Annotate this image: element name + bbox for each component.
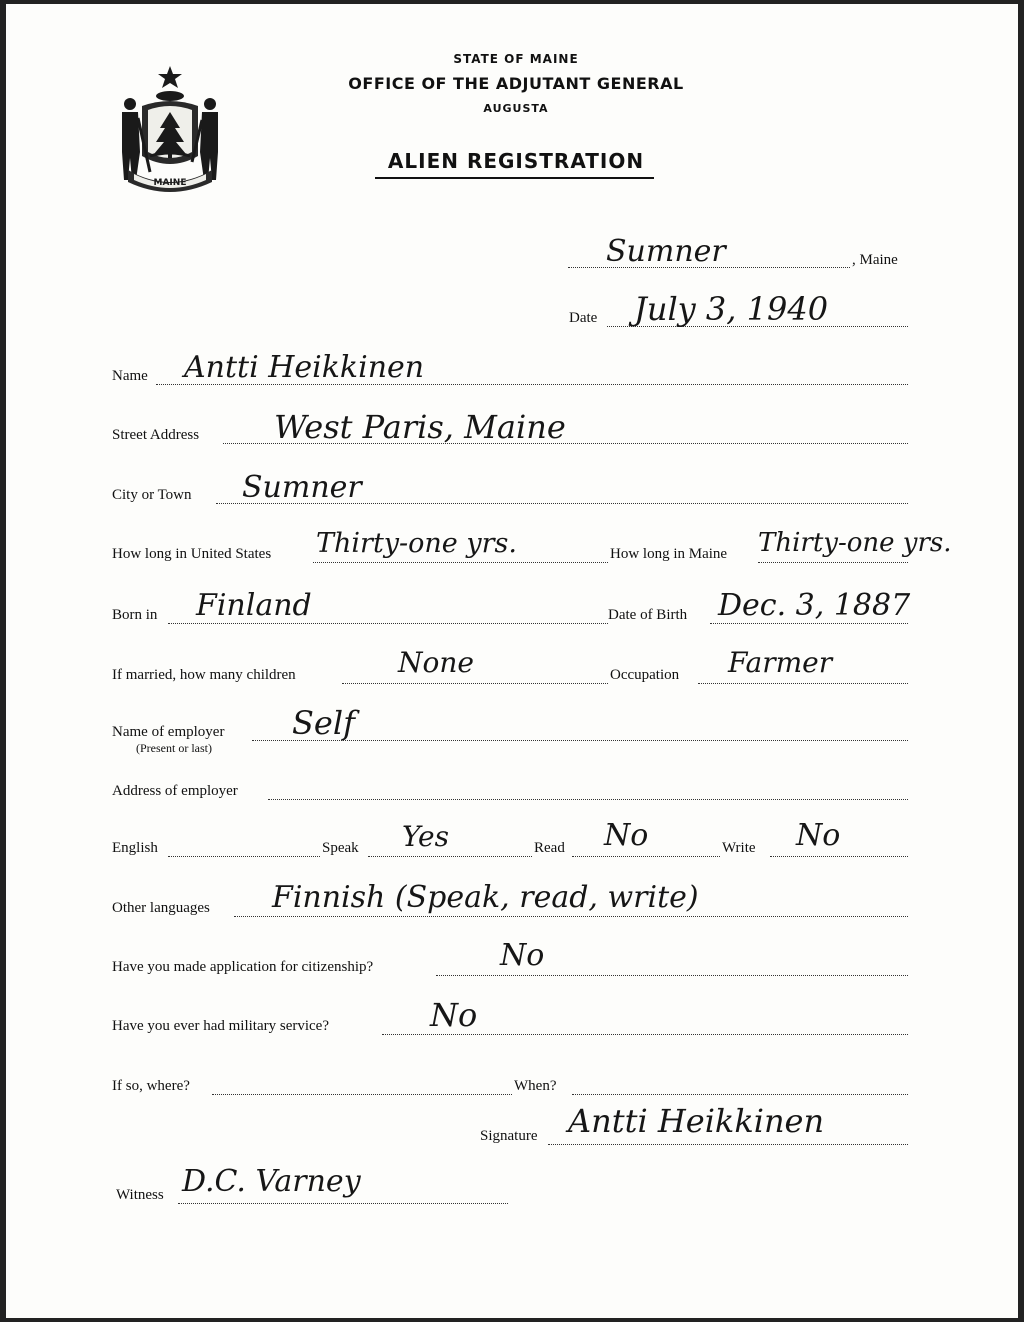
- write-value: No: [796, 818, 841, 853]
- maine-state-seal-icon: [114, 62, 226, 192]
- signature-label: Signature: [480, 1128, 538, 1144]
- city-label: City or Town: [112, 487, 192, 503]
- other-languages-value: Finnish (Speak, read, write): [272, 880, 699, 915]
- date-label: Date: [569, 310, 598, 326]
- state-heading: STATE OF MAINE: [453, 52, 579, 66]
- name-value: Antti Heikkinen: [184, 350, 425, 385]
- street-address-value: West Paris, Maine: [274, 408, 566, 446]
- years-maine-label: How long in Maine: [610, 546, 728, 562]
- speak-value: Yes: [402, 820, 449, 853]
- signature-line: [548, 1144, 908, 1145]
- street-address-label: Street Address: [112, 427, 200, 443]
- occupation-label: Occupation: [610, 667, 680, 683]
- military-label: Have you ever had military service?: [112, 1018, 329, 1034]
- employer-value: Self: [292, 704, 355, 742]
- read-line: [572, 856, 720, 857]
- military-line: [382, 1034, 908, 1035]
- born-in-value: Finland: [196, 588, 312, 623]
- employer-address-label: Address of employer: [112, 783, 238, 799]
- employer-address-line: [268, 799, 908, 800]
- date-of-birth-line: [710, 623, 908, 624]
- witness-label: Witness: [116, 1187, 164, 1203]
- occupation-value: Farmer: [728, 646, 833, 679]
- years-maine-value: Thirty-one yrs.: [758, 528, 952, 558]
- title-underline: [375, 177, 654, 179]
- other-languages-label: Other languages: [112, 900, 210, 916]
- office-heading: OFFICE OF THE ADJUTANT GENERAL: [348, 74, 684, 93]
- where-label: If so, where?: [112, 1078, 190, 1094]
- english-line: [168, 856, 320, 857]
- years-maine-line: [758, 562, 908, 563]
- when-label: When?: [514, 1078, 557, 1094]
- city-value: Sumner: [242, 470, 362, 505]
- read-value: No: [604, 818, 649, 853]
- write-line: [770, 856, 908, 857]
- children-label: If married, how many children: [112, 667, 296, 683]
- date-of-birth-label: Date of Birth: [608, 607, 688, 623]
- seal-text: MAINE: [153, 178, 187, 188]
- children-value: None: [398, 646, 474, 679]
- registration-form: [6, 4, 1018, 1318]
- witness-line: [178, 1203, 508, 1204]
- name-label: Name: [112, 368, 148, 384]
- years-us-label: How long in United States: [112, 546, 272, 562]
- signature-value: Antti Heikkinen: [568, 1102, 825, 1140]
- years-us-value: Thirty-one yrs.: [316, 528, 517, 559]
- town-suffix: , Maine: [852, 252, 898, 268]
- city-heading: AUGUSTA: [483, 102, 549, 115]
- occupation-line: [698, 683, 908, 684]
- military-value: No: [430, 996, 478, 1034]
- date-value: July 3, 1940: [634, 290, 829, 328]
- witness-value: D.C. Varney: [182, 1164, 361, 1199]
- citizenship-value: No: [500, 938, 545, 973]
- date-of-birth-value: Dec. 3, 1887: [718, 588, 911, 623]
- speak-line: [368, 856, 532, 857]
- speak-label: Speak: [322, 840, 359, 856]
- write-label: Write: [722, 840, 756, 856]
- born-in-label: Born in: [112, 607, 158, 623]
- employer-sublabel: (Present or last): [136, 741, 212, 755]
- employer-label: Name of employer: [112, 724, 225, 740]
- children-line: [342, 683, 608, 684]
- when-line: [572, 1094, 908, 1095]
- citizenship-label: Have you made application for citizenship?: [112, 959, 374, 975]
- read-label: Read: [534, 840, 565, 856]
- english-label: English: [112, 840, 158, 856]
- years-us-line: [313, 562, 608, 563]
- citizenship-line: [436, 975, 908, 976]
- form-title: ALIEN REGISTRATION: [387, 149, 645, 173]
- town-value: Sumner: [606, 234, 726, 269]
- other-languages-line: [234, 916, 908, 917]
- where-line: [212, 1094, 512, 1095]
- born-in-line: [168, 623, 608, 624]
